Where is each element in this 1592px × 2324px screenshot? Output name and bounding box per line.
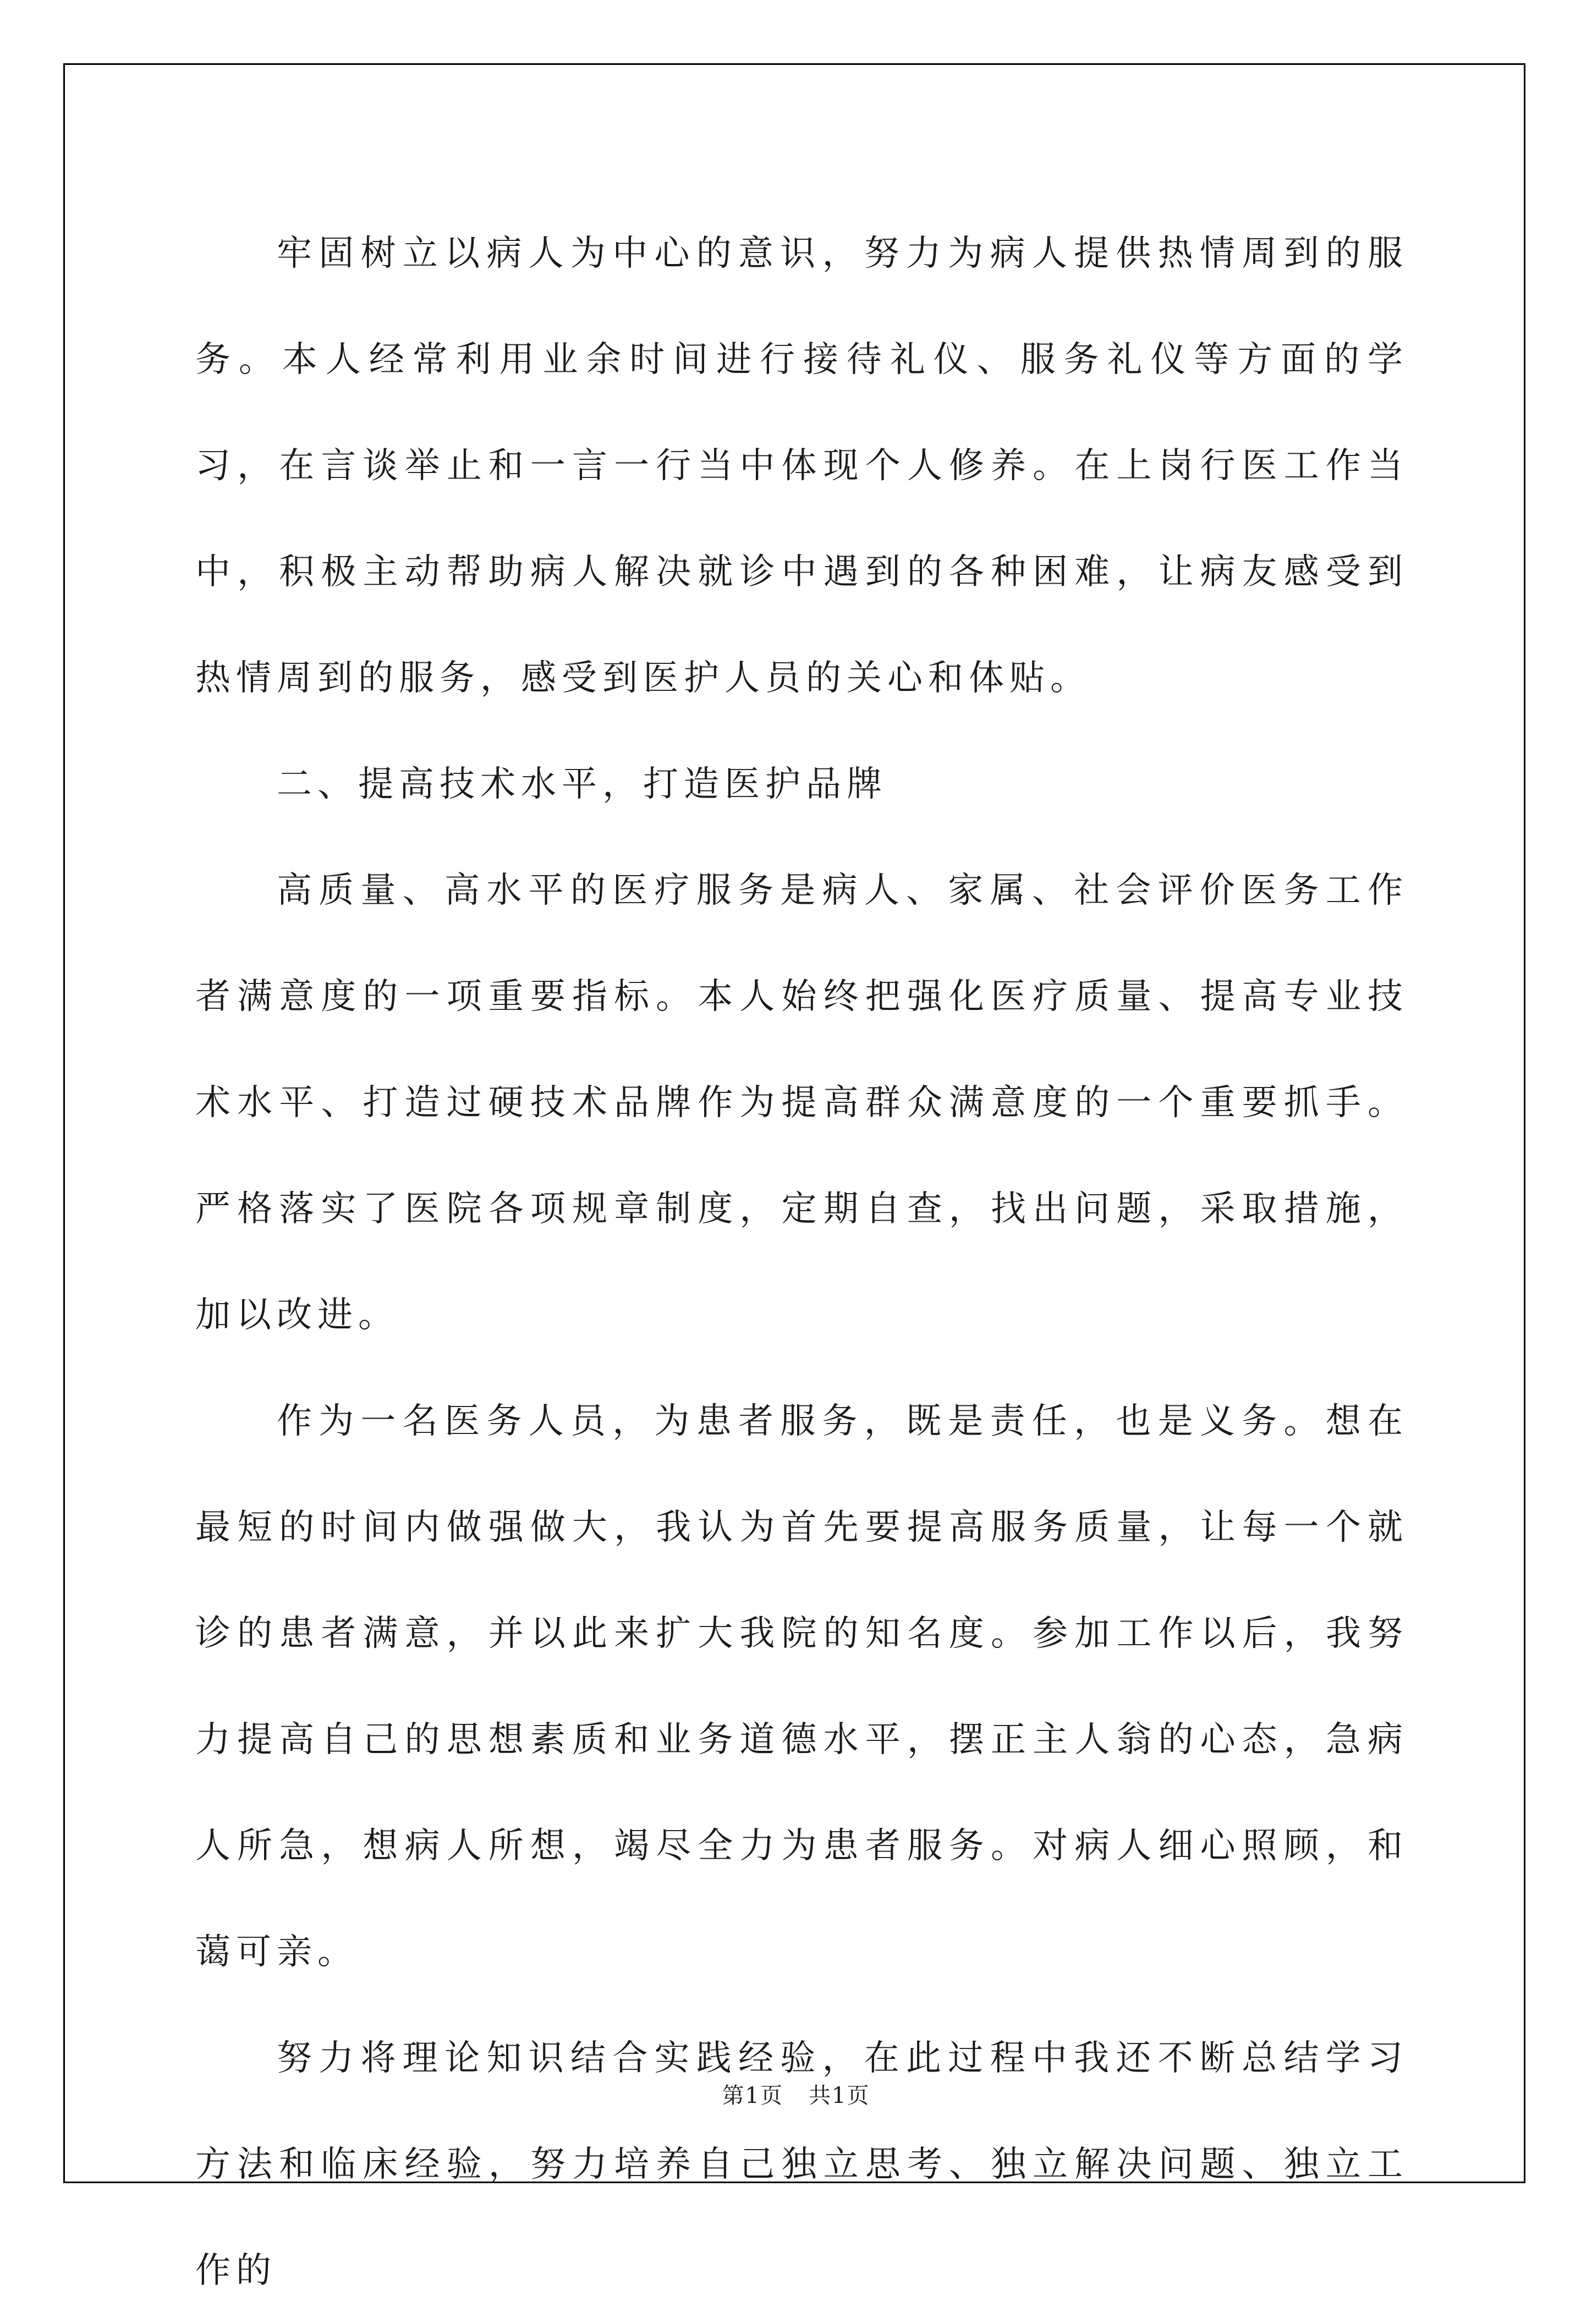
- page-number: 第1页: [722, 2083, 783, 2108]
- paragraph-service-duty: 作为一名医务人员，为患者服务，既是责任，也是义务。想在最短的时间内做强做大，我认为首先要提高服务质量，让每一个就诊的患者满意，并以此来扩大我院的知名度。参加工作以后，我努力提高自己的思想素质和业务道德水平，摆正主人翁的心态，急病人所急，想病人所想，竭尽全力为患者服务。对病人细心照顾，和蔼可亲。: [195, 1401, 1408, 1973]
- paragraph-service-awareness: 牢固树立以病人为中心的意识，努力为病人提供热情周到的服务。本人经常利用业余时间进行接待礼仪、服务礼仪等方面的学习，在言谈举止和一言一行当中体现个人修养。在上岗行医工作当中，积极主动帮助病人解决就诊中遇到的各种困难，让病友感受到热情周到的服务，感受到医护人员的关心和体贴。: [195, 233, 1408, 699]
- document-body: [195, 201, 1408, 2324]
- paragraph-medical-quality: 高质量、高水平的医疗服务是病人、家属、社会评价医务工作者满意度的一项重要指标。本人始终把强化医疗质量、提高专业技术水平、打造过硬技术品牌作为提高群众满意度的一个重要抓手。严格落实了医院各项规章制度，定期自查，找出问题，采取措施，加以改进。: [195, 870, 1408, 1336]
- paragraph-theory-practice: 努力将理论知识结合实践经验，在此过程中我还不断总结学习方法和临床经验，努力培养自己独立思考、独立解决问题、独立工作的: [195, 2038, 1408, 2291]
- page-total: 共1页: [809, 2083, 870, 2108]
- page-footer: [0, 2078, 1592, 2109]
- section-heading: 二、提高技术水平，打造医护品牌: [277, 764, 887, 805]
